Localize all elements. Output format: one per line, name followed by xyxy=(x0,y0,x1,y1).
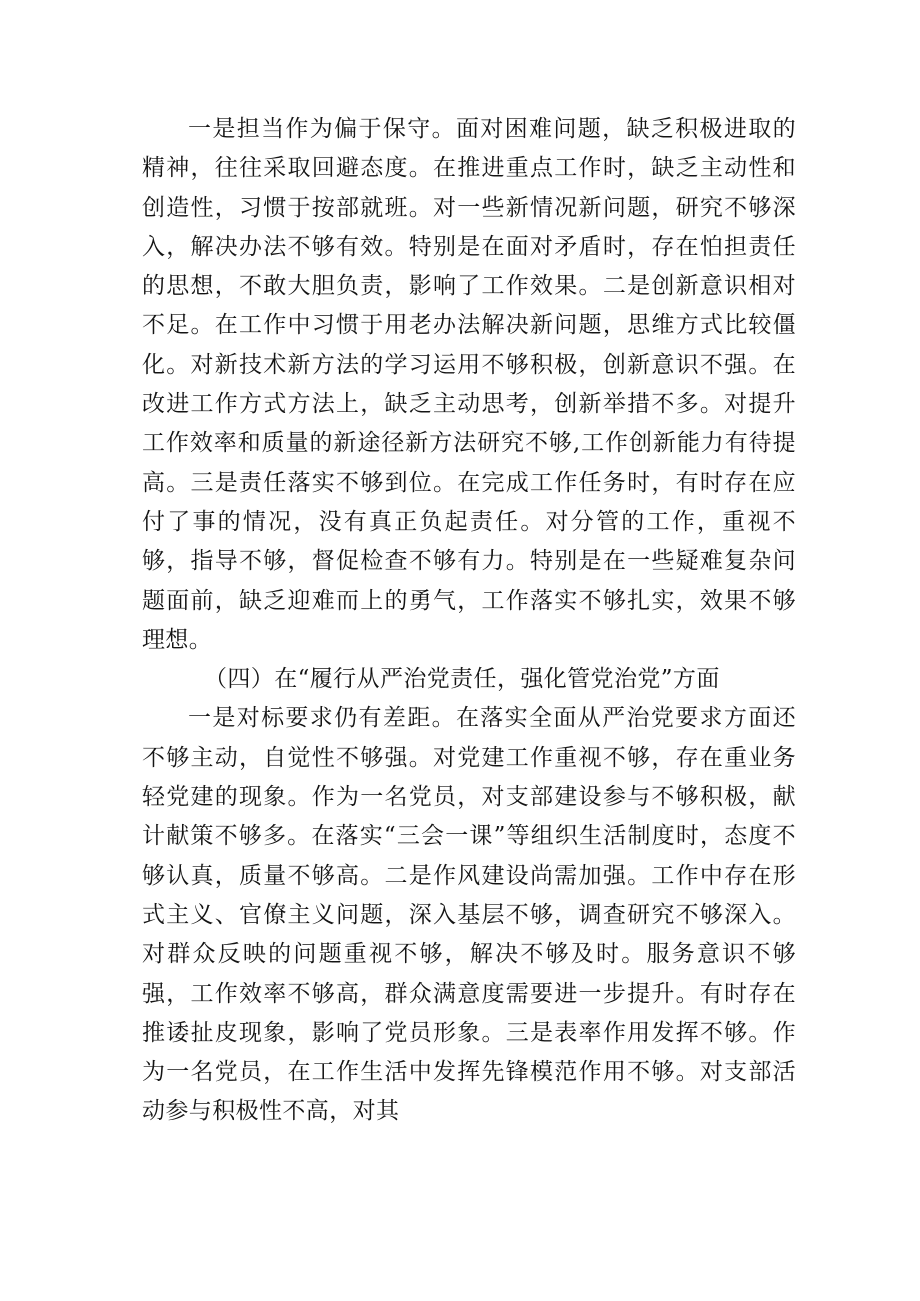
section-heading: （四）在“履行从严治党责任，强化管党治党”方面 xyxy=(204,666,720,693)
document-body xyxy=(142,110,796,1132)
body-paragraph: 一是担当作为偏于保守。面对困难问题，缺乏积极进取的精神，往往采取回避态度。在推进重点工作时，缺乏主动性和创造性，习惯于按部就班。对一些新情况新问题，研究不够深入，解决办法不够有效。特别是在面对矛盾时，存在怕担责任的思想，不敢大胆负责，影响了工作效果。二是创新意识相对不足。在工作中习惯于用老办法解决新问题，思维方式比较僵化。对新技术新方法的学习运用不够积极，创新意识不强。在改进工作方式方法上，缺乏主动思考，创新举措不多。对提升工作效率和质量的新途径新方法研究不够,工作创新能力有待提高。三是责任落实不够到位。在完成工作任务时，有时存在应付了事的情况，没有真正负起责任。对分管的工作，重视不够，指导不够，督促检查不够有力。特别是在一些疑难复杂问题面前，缺乏迎难而上的勇气，工作落实不够扎实，效果不够理想。 xyxy=(142,116,796,653)
body-paragraph: 一是对标要求仍有差距。在落实全面从严治党要求方面还不够主动，自觉性不够强。对党建工作重视不够，存在重业务轻党建的现象。作为一名党员，对支部建设参与不够积极，献计献策不够多。在落实“三会一课”等组织生活制度时，态度不够认真，质量不够高。二是作风建设尚需加强。工作中存在形式主义、官僚主义问题，深入基层不够，调查研究不够深入。对群众反映的问题重视不够，解决不够及时。服务意识不够强，工作效率不够高，群众满意度需要进一步提升。有时存在推诿扯皮现象，影响了党员形象。三是表率作用发挥不够。作为一名党员，在工作生活中发挥先锋模范作用不够。对支部活动参与积极性不高，对其 xyxy=(142,705,796,1125)
